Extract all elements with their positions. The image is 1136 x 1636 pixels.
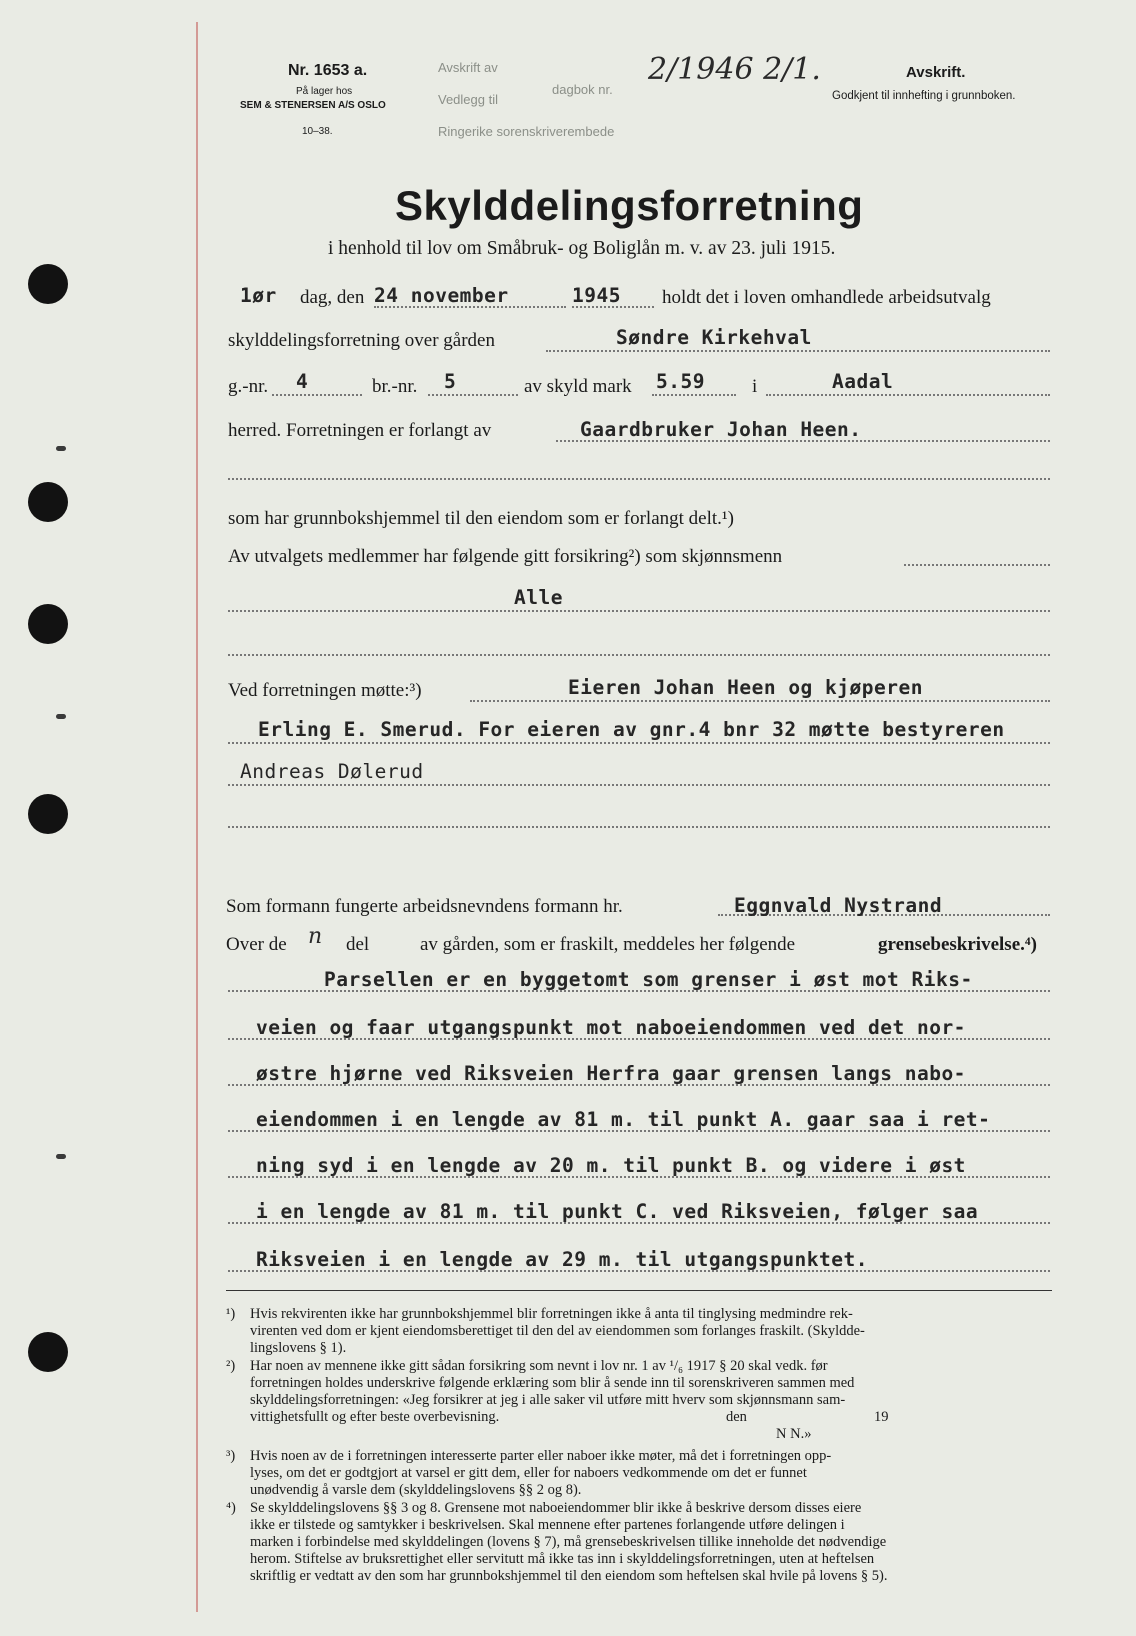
brnr-value: 5 <box>444 370 457 393</box>
speck <box>56 714 66 719</box>
boundary-line-4: eiendommen i en lengde av 81 m. til punkt A. gaar saa i ret- <box>256 1108 991 1131</box>
form-number: Nr. 1653 a. <box>288 62 368 79</box>
footnote-3-line: lyses, om det er godtgjort at varsel er gitt dem, eller for naboers vedkommende om det er funnet <box>250 1465 807 1481</box>
punch-hole <box>28 794 68 834</box>
publisher-line1: På lager hos <box>296 86 353 97</box>
footnote-2-line: Har noen av mennene ikke gitt sådan forsikring som nevnt i lov nr. 1 av ¹/₆ 1917 § 20 skal vedk. før <box>250 1358 828 1374</box>
boundary-line-1: Parsellen er en byggetomt som grenser i øst mot Riks- <box>324 968 973 991</box>
boundary-line-6: i en lengde av 81 m. til punkt C. ved Riksveien, følger saa <box>256 1200 979 1223</box>
attendees-line2: Erling E. Smerud. For eieren av gnr.4 bnr 32 møtte bestyreren <box>258 718 1005 741</box>
boundary-line-5: ning syd i en lengde av 20 m. til punkt B. og videre i øst <box>256 1154 966 1177</box>
footnote-rule <box>226 1290 1052 1291</box>
text-motte: Ved forretningen møtte:³) <box>228 680 422 701</box>
document-subtitle: i henhold til lov om Småbruk- og Boliglån m. v. av 23. juli 1915. <box>328 238 836 259</box>
footnote-2-year: 19 <box>874 1409 889 1425</box>
stamp-line3: Ringerike sorenskriverembede <box>438 124 615 139</box>
assessors-value: Alle <box>514 586 563 609</box>
footnote-2-den: den <box>726 1409 747 1425</box>
footnote-1 <box>250 1306 865 1357</box>
footnote-4 <box>250 1500 887 1585</box>
date-value: 24 november <box>374 284 509 307</box>
chairman-value: Eggnvald Nystrand <box>734 894 943 917</box>
text-grunnbokshjemmel: som har grunnbokshjemmel til den eiendom som er forlangt delt.¹) <box>228 508 734 529</box>
label-skyld: av skyld mark <box>524 376 632 397</box>
footnote-2-line: skylddelingsforretningen: «Jeg forsikrer at jeg i alle saker vil utføre mitt hverv som skjønnsmann sam- <box>250 1392 846 1408</box>
footnote-2-line: vittighetsfullt og efter beste overbevisning. <box>250 1409 500 1425</box>
punch-hole <box>28 264 68 304</box>
footnote-3 <box>250 1448 831 1499</box>
text-over-de: Over de <box>226 934 287 955</box>
gnr-value: 4 <box>296 370 309 393</box>
text-del: del <box>346 934 370 955</box>
farm-name: Søndre Kirkehval <box>616 326 812 349</box>
stamp-dagbok: dagbok nr. <box>552 82 613 97</box>
text-forsikring: Av utvalgets medlemmer har følgende gitt forsikring²) som skjønnsmenn <box>228 546 783 567</box>
footnote-2-signature: N N.» <box>776 1426 812 1442</box>
footnote-mark-2: ²) <box>226 1358 236 1374</box>
label-i: i <box>752 376 758 397</box>
publisher-line2: SEM & STENERSEN A/S OSLO <box>240 100 386 111</box>
footnote-4-line: Se skylddelingslovens §§ 3 og 8. Grensene mot naboeiendommer blir ikke å beskrive dersom disses eiere <box>250 1500 862 1516</box>
attendees-line3: Andreas Dølerud <box>240 760 424 783</box>
footnote-2-line: forretningen holdes underskrive følgende erklæring som blir å sende inn til sorenskriveren sammen med <box>250 1375 855 1391</box>
punch-hole <box>28 482 68 522</box>
avskrift-title: Avskrift. <box>906 64 966 81</box>
speck <box>56 446 66 451</box>
stamp-line1: Avskrift av <box>438 60 498 75</box>
place-value: Aadal <box>832 370 894 393</box>
footnote-3-line: Hvis noen av de i forretningen interesserte parter eller naboer ikke møter, må det i forretningen opp- <box>250 1448 832 1464</box>
footnote-1-line: lingslovens § 1). <box>250 1340 347 1356</box>
year-value: 1945 <box>572 284 621 307</box>
stamp-line2: Vedlegg til <box>438 92 498 107</box>
footnote-1-line: Hvis rekvirenten ikke har grunnbokshjemmel blir forretningen ikke å anta til tinglysing medmindre rek- <box>250 1306 853 1322</box>
punch-hole <box>28 1332 68 1372</box>
label-gnr: g.-nr. <box>228 376 269 397</box>
footnote-mark-3: ³) <box>226 1448 236 1464</box>
text-grensebeskrivelse: grensebeskrivelse.⁴) <box>878 934 1037 955</box>
footnote-2 <box>250 1358 854 1426</box>
footnote-4-line: ikke er tilstede og samtykker i beskrivelsen. Skal mennene efter partenes forlangende utføre delingen i <box>250 1517 845 1533</box>
footnote-4-line: marken i forbindelse med skylddelingen (lovens § 7), må grensebeskrivelsen tillike inneholde det nødvendige <box>250 1534 887 1550</box>
boundary-line-7: Riksveien i en lengde av 29 m. til utgangspunktet. <box>256 1248 868 1271</box>
text-dag-den: dag, den <box>300 287 365 308</box>
boundary-line-2: veien og faar utgangspunkt mot naboeiendommen ved det nor- <box>256 1016 966 1039</box>
label-brnr: br.-nr. <box>372 376 418 397</box>
footnote-3-line: unødvendig å varsle dem (skylddelingslovens §§ 2 og 8). <box>250 1482 582 1498</box>
text-herred: herred. Forretningen er forlangt av <box>228 420 492 441</box>
text-holdt: holdt det i loven omhandlede arbeidsutvalg <box>662 287 991 308</box>
text-formann: Som formann fungerte arbeidsnevndens formann hr. <box>226 896 623 917</box>
text-av-garden: av gården, som er fraskilt, meddeles her følgende <box>420 934 796 955</box>
document-title: Skylddelingsforretning <box>395 182 864 229</box>
handwritten-reference: 2/1946 2/1. <box>648 52 821 87</box>
speck <box>56 1154 66 1159</box>
part-fraction: n <box>308 924 323 949</box>
footnote-4-line: skriftlig er vedtatt av den som har grunnbokshjemmel til den eiendom som heftelsen skal hvile på lovens § 5). <box>250 1568 888 1584</box>
attendees-line1: Eieren Johan Heen og kjøperen <box>568 676 923 699</box>
weekday-value: 1ør <box>240 284 277 307</box>
boundary-line-3: østre hjørne ved Riksveien Herfra gaar grensen langs nabo- <box>256 1062 966 1085</box>
footnote-mark-1: ¹) <box>226 1306 236 1322</box>
avskrift-note: Godkjent til innhefting i grunnboken. <box>832 90 1016 102</box>
punch-hole <box>28 604 68 644</box>
text-over-garden: skylddelingsforretning over gården <box>228 330 495 351</box>
print-date: 10–38. <box>302 126 333 137</box>
margin-line <box>196 22 198 1612</box>
footnote-4-line: herom. Stiftelse av bruksrettighet eller servitutt må ikke tas inn i skylddelingsforretningen, uten at heftelsen <box>250 1551 875 1567</box>
requester-value: Gaardbruker Johan Heen. <box>580 418 862 441</box>
footnote-mark-4: ⁴) <box>226 1500 236 1516</box>
footnote-1-line: virenten ved dom er kjent eiendomsberettiget til den del av eiendommen som forlanges fraskilt. (Skyldde- <box>250 1323 865 1339</box>
skyld-value: 5.59 <box>656 370 705 393</box>
